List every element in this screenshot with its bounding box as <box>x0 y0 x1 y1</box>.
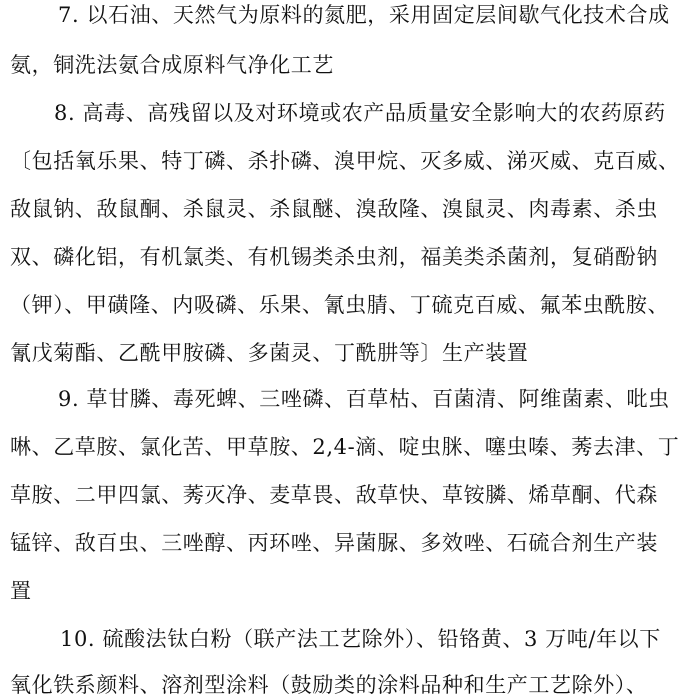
paragraph-10-line-2: 氧化铁系颜料、溶剂型涂料（鼓励类的涂料品种和生产工艺除外）、 <box>10 673 648 697</box>
paragraph-7-line-1: 7. 以石油、天然气为原料的氮肥，采用固定层间歇气化技术合成 <box>58 3 670 27</box>
paragraph-9-line-4: 锰锌、敌百虫、三唑醇、丙环唑、异菌脲、多效唑、石硫合剂生产装 <box>10 531 658 555</box>
paragraph-7-line-2: 氨，铜洗法氨合成原料气净化工艺 <box>10 53 334 77</box>
paragraph-9-line-5: 置 <box>10 579 32 603</box>
paragraph-8-line-3: 敌鼠钠、敌鼠酮、杀鼠灵、杀鼠醚、溴敌隆、溴鼠灵、肉毒素、杀虫 <box>10 197 658 221</box>
paragraph-8-line-1: 8. 高毒、高残留以及对环境或农产品质量安全影响大的农药原药 <box>54 101 666 125</box>
paragraph-8-line-6: 氰戊菊酯、乙酰甲胺磷、多菌灵、丁酰肼等〕生产装置 <box>10 341 529 365</box>
paragraph-8-line-5: （钾）、甲磺隆、内吸磷、乐果、氰虫腈、丁硫克百威、氟苯虫酰胺、 <box>10 293 670 317</box>
paragraph-10-line-1: 10. 硫酸法钛白粉（联产法工艺除外）、铅铬黄、3 万吨/年以下 <box>60 627 661 651</box>
paragraph-9-line-1: 9. 草甘膦、毒死蜱、三唑磷、百草枯、百菌清、阿维菌素、吡虫 <box>58 387 670 411</box>
paragraph-9-line-2: 啉、乙草胺、氯化苦、甲草胺、2,4-滴、啶虫脒、噻虫嗪、莠去津、丁 <box>10 435 680 459</box>
paragraph-8-line-2: 〔包括氧乐果、特丁磷、杀扑磷、溴甲烷、灭多威、涕灭威、克百威、 <box>10 149 680 173</box>
paragraph-8-line-4: 双、磷化铝，有机氯类、有机锡类杀虫剂，福美类杀菌剂，复硝酚钠 <box>10 245 658 269</box>
paragraph-9-line-3: 草胺、二甲四氯、莠灭净、麦草畏、敌草快、草铵膦、烯草酮、代森 <box>10 483 658 507</box>
